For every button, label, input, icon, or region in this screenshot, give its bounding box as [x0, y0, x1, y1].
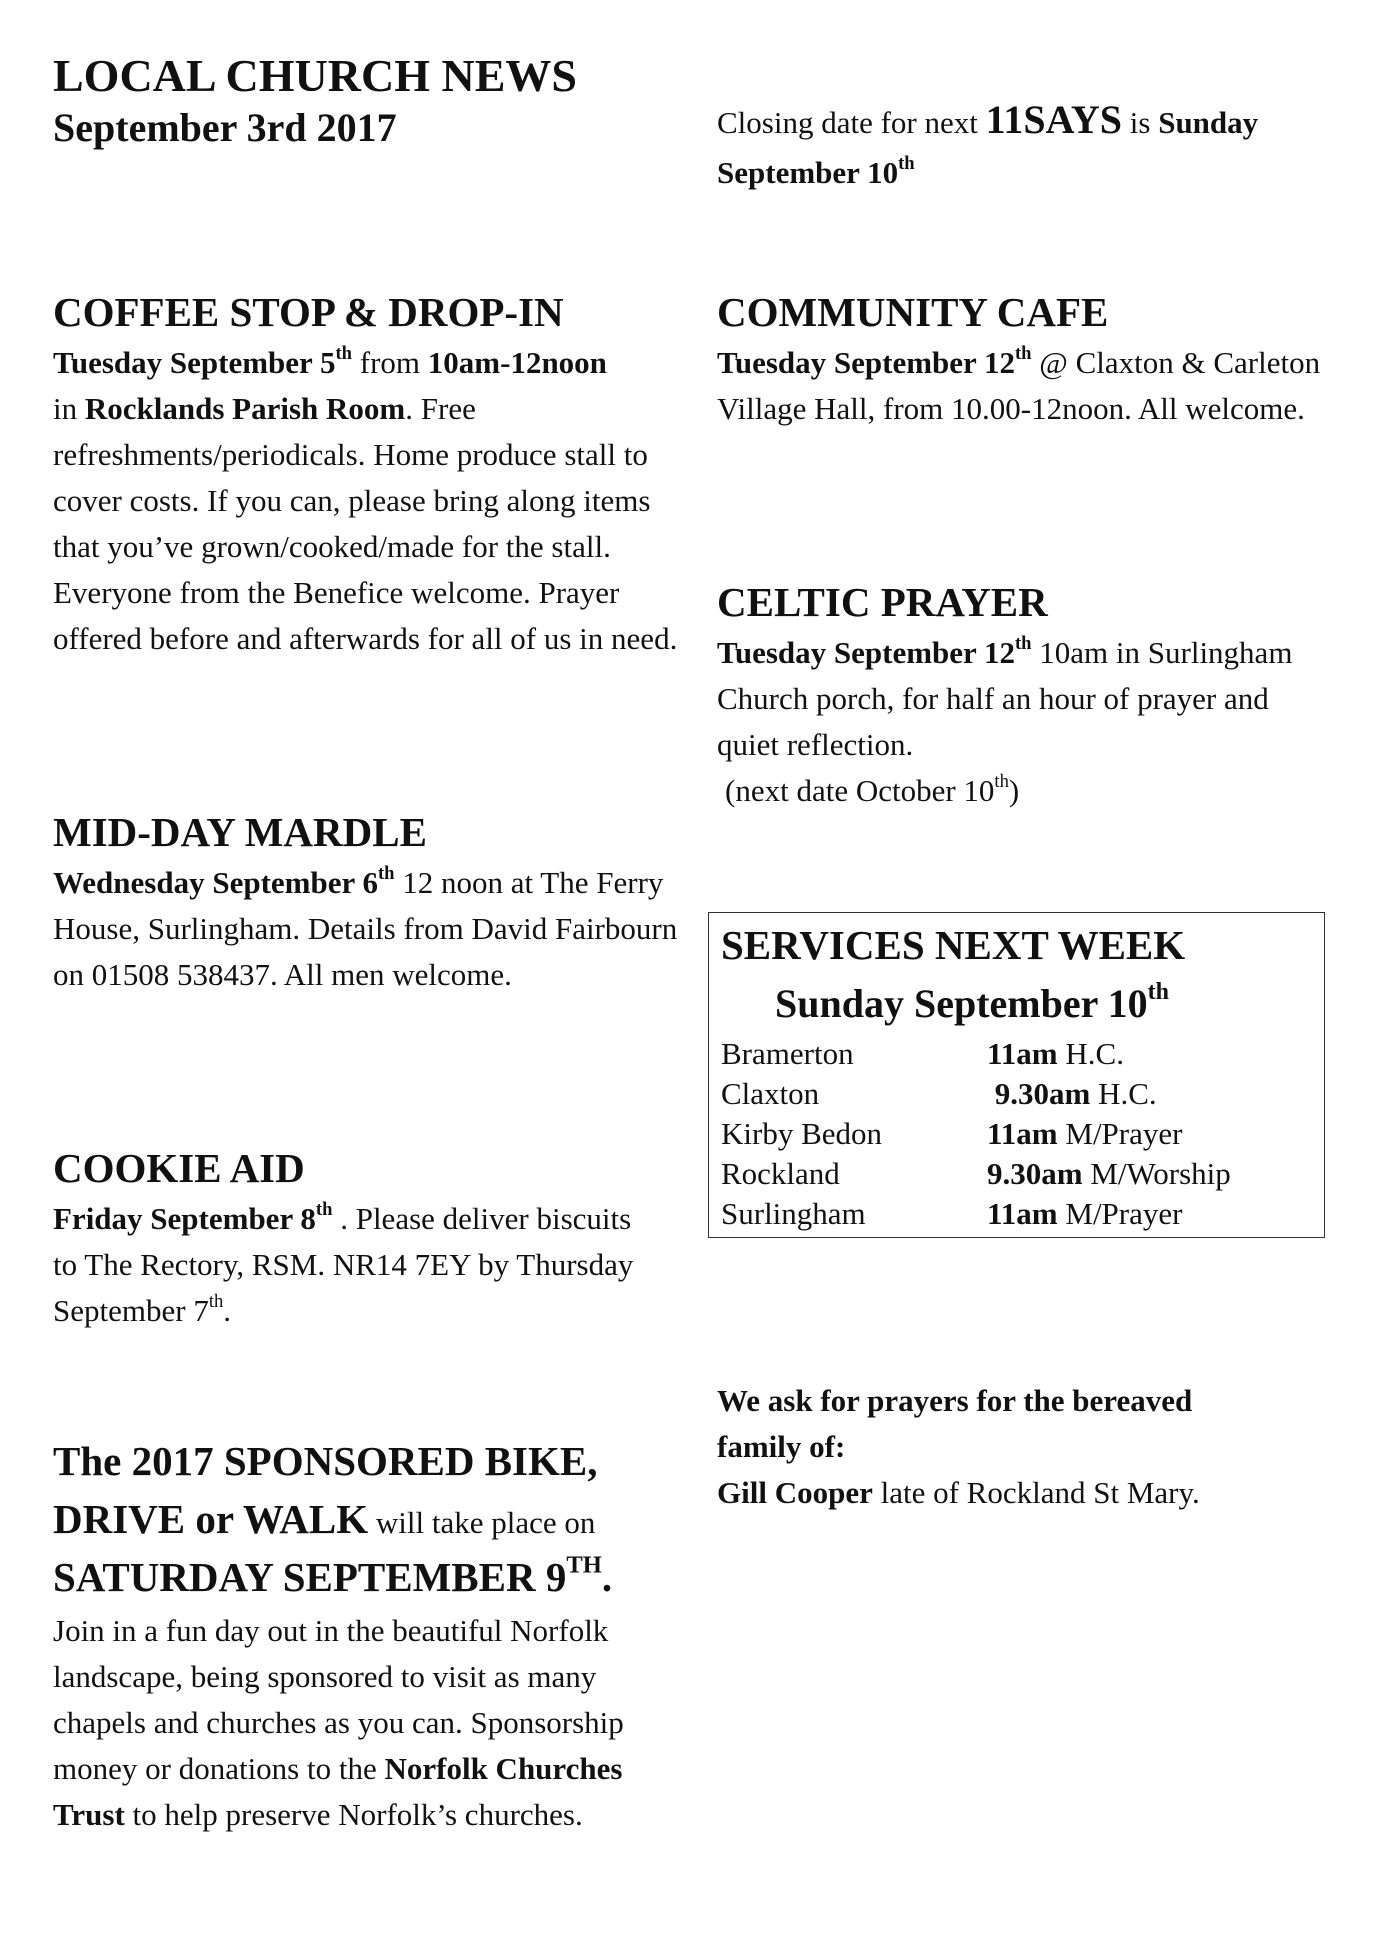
prayers-heading: We ask for prayers for the bereaved family of:: [717, 1383, 1193, 1464]
service-row: Kirby Bedon 11am M/Prayer: [721, 1116, 1183, 1151]
cookie-aid-text: Friday September 8th . Please deliver biscuits to The Rectory, RSM. NR14 7EY by Thursday September 7th.: [53, 1199, 634, 1328]
sponsored-bike-text: Join in a fun day out in the beautiful Norfolk landscape, being sponsored to visit as many chapels and churches as you can. Sponsorship money or donations to the Norfolk Churches Trust to help preserve Norfolk’s churches.: [53, 1613, 624, 1832]
newsletter-name: 11SAYS: [985, 97, 1123, 142]
closing-date-notice: Closing date for next 11SAYS is Sunday September 10th: [717, 97, 1259, 190]
bereaved-name: Gill Cooper: [717, 1475, 873, 1510]
page-title: LOCAL CHURCH NEWS: [53, 50, 577, 101]
service-row: Bramerton 11am H.C.: [721, 1036, 1124, 1071]
community-cafe-section: [717, 286, 1337, 432]
mardle-heading: MID-DAY MARDLE: [53, 809, 427, 855]
coffee-stop-section: [53, 286, 693, 662]
celtic-prayer-section: [717, 576, 1337, 814]
coffee-stop-heading: COFFEE STOP & DROP-IN: [53, 289, 564, 335]
mardle-text: Wednesday September 6th 12 noon at The Ferry House, Surlingham. Details from David Fairbourn on 01508 538437. All men welcome.: [53, 863, 678, 992]
service-row: Claxton 9.30am H.C.: [721, 1076, 1157, 1111]
closing-date: September 10th: [717, 153, 915, 190]
celtic-next-date: (next date October 10th): [725, 771, 1020, 808]
cafe-text: Tuesday September 12th @ Claxton & Carleton Village Hall, from 10.00-12noon. All welcome.: [717, 343, 1321, 426]
mid-day-mardle-section: [53, 806, 693, 998]
services-box: [708, 912, 1325, 1238]
prayers-section: We ask for prayers for the bereaved family of: Gill Cooper late of Rockland St Mary.: [717, 1383, 1200, 1510]
celtic-text: Tuesday September 12th 10am in Surlingham Church porch, for half an hour of prayer and quiet reflection. (next date October 10th): [717, 633, 1293, 808]
cafe-heading: COMMUNITY CAFE: [717, 289, 1109, 335]
sponsored-bike-section: [53, 1432, 693, 1838]
cookie-aid-heading: COOKIE AID: [53, 1145, 305, 1191]
services-title: SERVICES NEXT WEEK: [721, 922, 1186, 968]
page-date: September 3rd 2017: [53, 105, 397, 150]
services-date: Sunday September 10th: [775, 979, 1169, 1026]
page-header: [53, 50, 673, 154]
sponsored-bike-heading: The 2017 SPONSORED BIKE, DRIVE or WALK will take place on SATURDAY SEPTEMBER 9TH.: [53, 1438, 613, 1600]
service-row: Surlingham 11am M/Prayer: [721, 1196, 1183, 1231]
cookie-aid-section: [53, 1142, 653, 1334]
coffee-stop-text: Tuesday September 5th from 10am-12noon in Rocklands Parish Room. Free refreshments/periodicals. Home produce stall to cover costs. If you can, please bring along items that you’ve grown/cooked/made for the stall. Everyone from the Benefice welcome. Prayer offered before and afterwards for all of us in need.: [53, 343, 678, 656]
service-row: Rockland 9.30am M/Worship: [721, 1156, 1231, 1191]
celtic-heading: CELTIC PRAYER: [717, 579, 1048, 625]
